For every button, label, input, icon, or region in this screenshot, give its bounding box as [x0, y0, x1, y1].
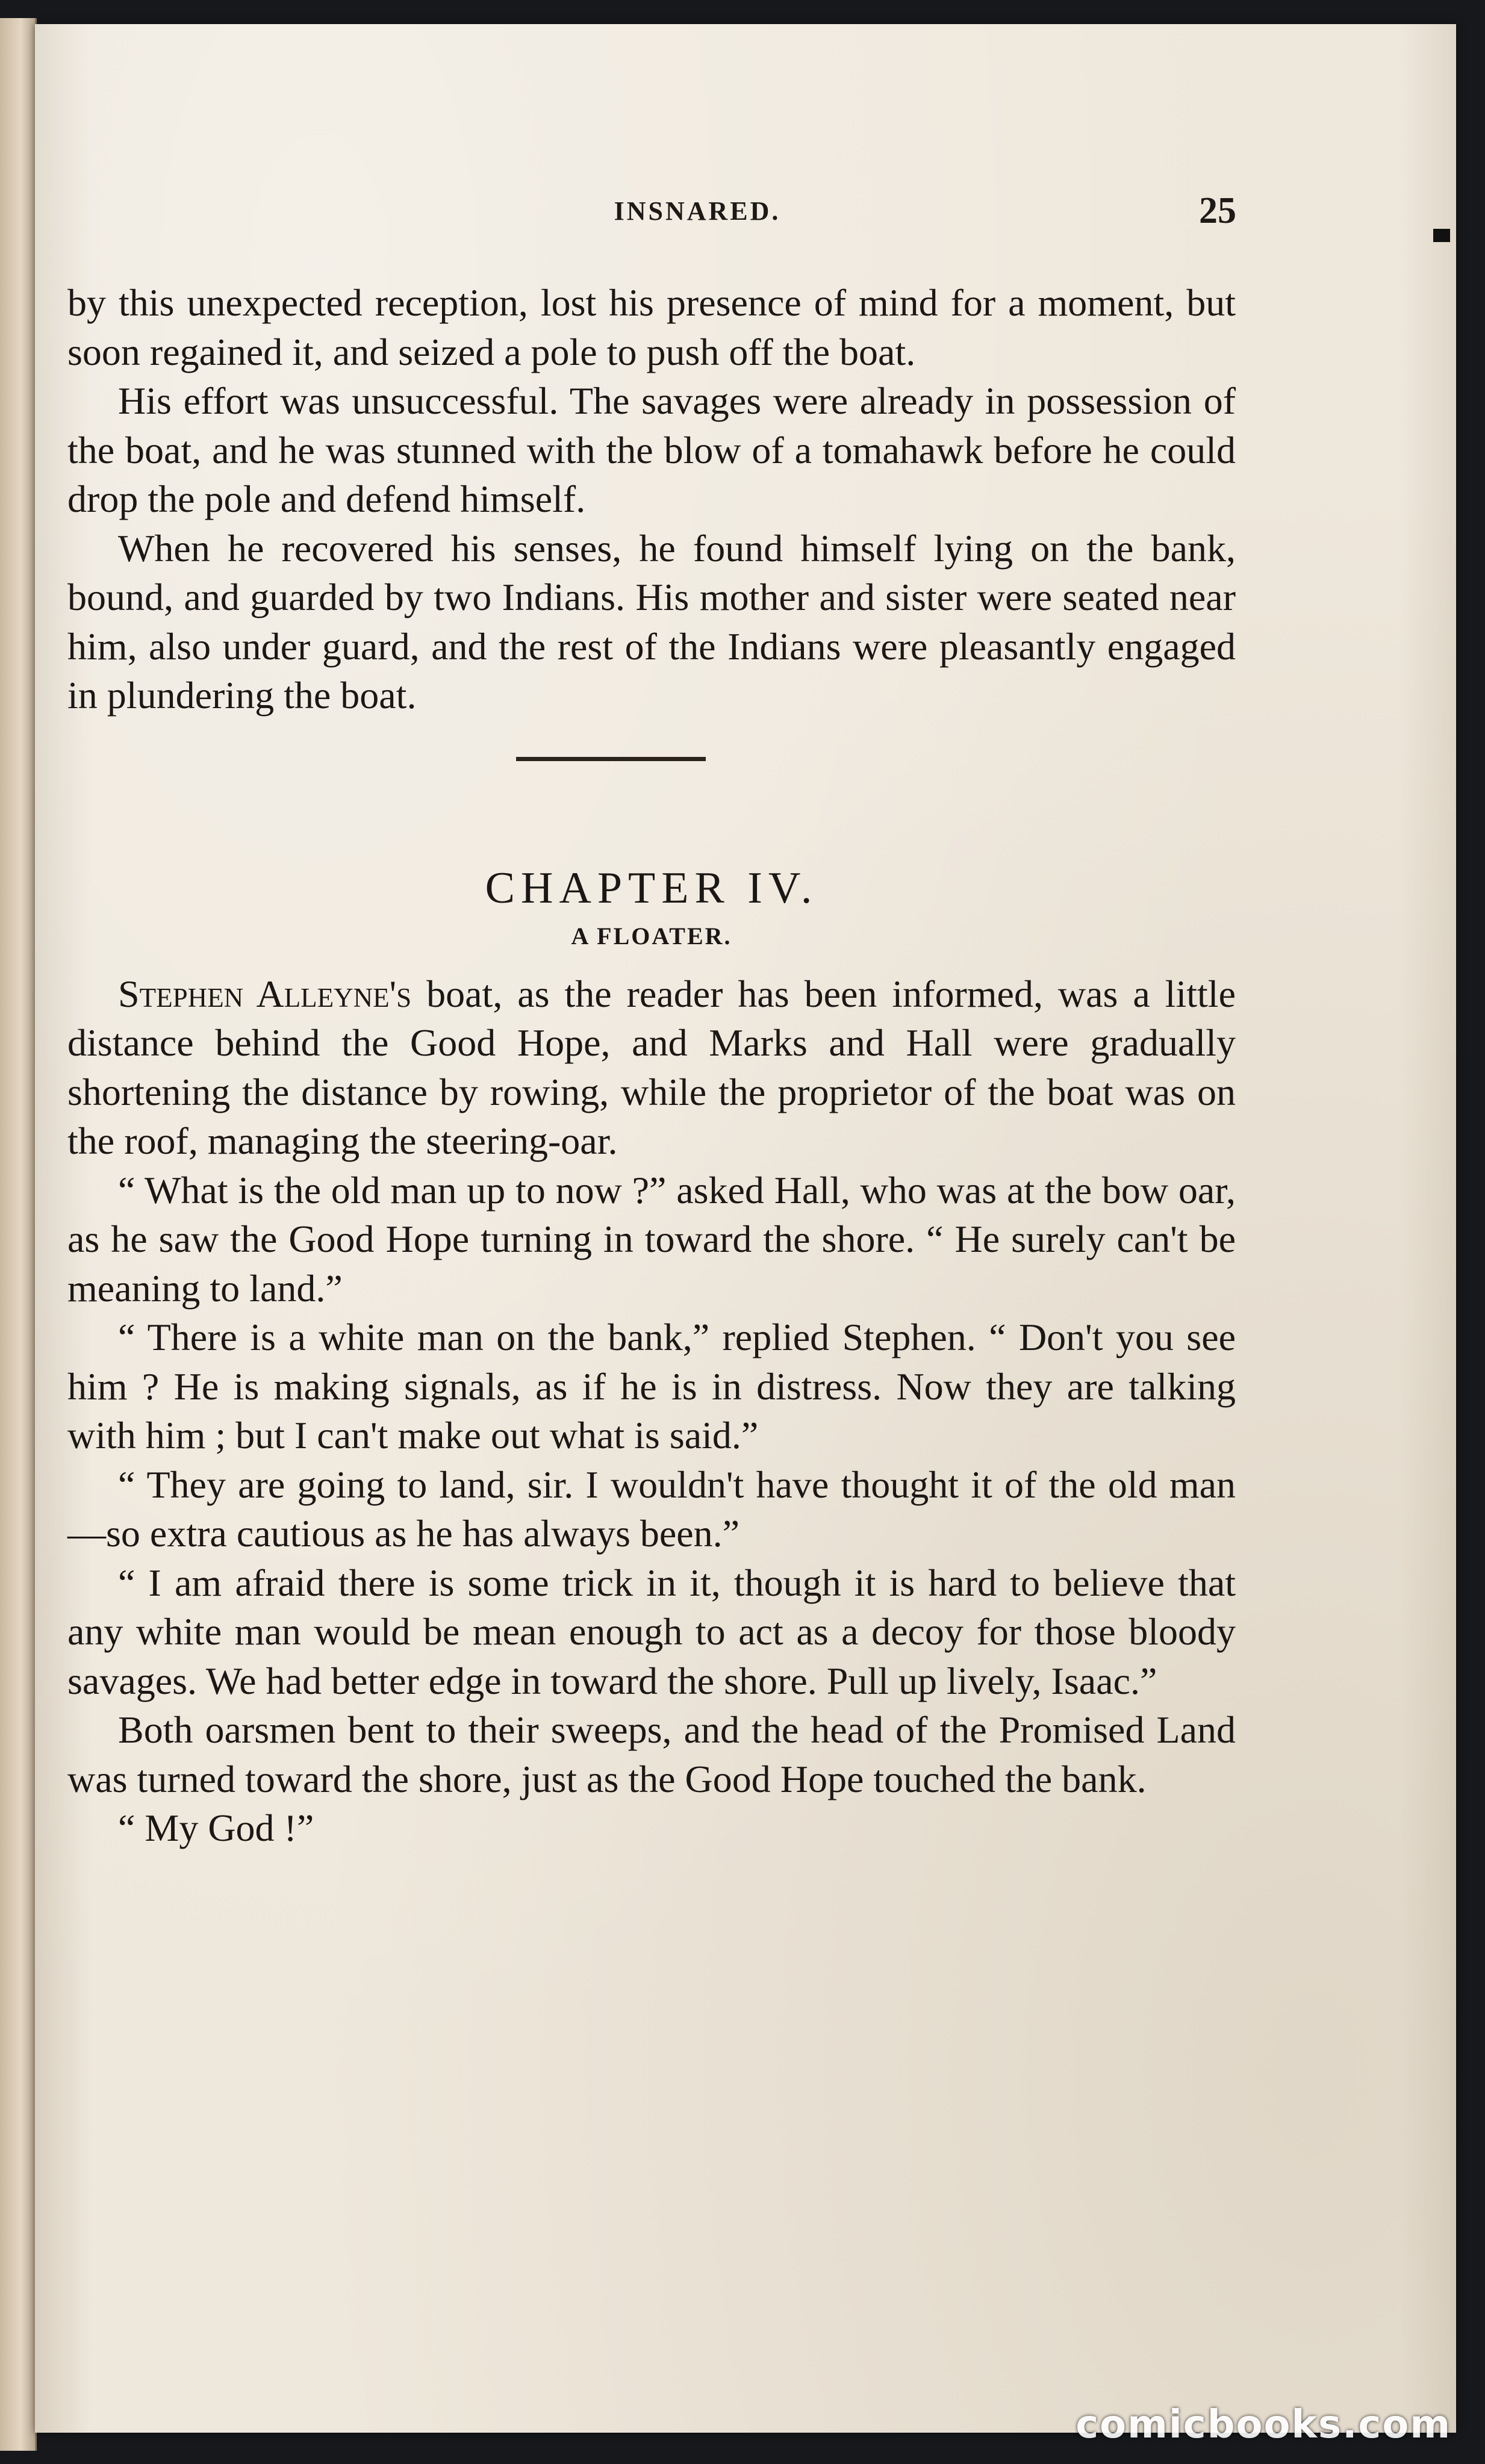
divider-rule [516, 757, 706, 761]
chapter-subtitle: A FLOATER. [571, 922, 732, 950]
paragraph: “ There is a white man on the bank,” replied Stephen. “ Don't you see him ? He is making signals, as if he is in distress. Now they are talking with him ; but I can't make out what is said.” [67, 1316, 1236, 1457]
paragraph: “ I am afraid there is some trick in it, though it is hard to believe that any white man would be mean enough to act as a decoy for those bloody savages. We had better edge in toward the shore. Pull up lively, Isaac.” [67, 1561, 1236, 1702]
paragraph: by this unexpected reception, lost his presence of mind for a moment, but soon regained it, and seized a pole to push off the boat. [67, 281, 1236, 373]
paragraph: His effort was unsuccessful. The savages were already in possession of the boat, and he was stunned with the blow of a tomahawk before he could drop the pole and defend himself. [67, 379, 1236, 520]
chapter-title: CHAPTER IV. [485, 863, 818, 913]
paragraph: When he recovered his senses, he found himself lying on the bank, bound, and guarded by two Indians. His mother and sister were seated near him, also under guard, and the rest of the Indians were pleasantly engaged in plundering the boat. [67, 526, 1236, 717]
paragraph: “ My God !” [118, 1806, 314, 1849]
binding-mark [1433, 229, 1450, 242]
running-title: INSNARED. [614, 196, 781, 226]
page-number: 25 [1199, 190, 1236, 231]
facing-page-edge [0, 18, 37, 2451]
paragraph: “ They are going to land, sir. I wouldn't have thought it of the old man—so extra cautious as he has always been.” [67, 1463, 1236, 1555]
paragraph: Both oarsmen bent to their sweeps, and the head of the Promised Land was turned toward the shore, just as the Good Hope touched the bank. [67, 1708, 1236, 1800]
body-text [67, 278, 1236, 1853]
small-caps-lead: Stephen Alleyne's [118, 972, 412, 1015]
paragraph: “ What is the old man up to now ?” asked Hall, who was at the bow oar, as he saw the Good Hope turning in toward the shore. “ He surely can't be meaning to land.” [67, 1168, 1236, 1310]
opening-text: boat, as the reader has been informed, was a little distance behind the Good Hope, and Marks and Hall were gradually shortening the distance by rowing, while the proprietor of the boat was on the roof, managing the steering-oar. [67, 972, 1236, 1162]
site-watermark: comicbooks.com [1076, 2403, 1451, 2447]
section-divider [67, 720, 1236, 851]
chapter-opening-paragraph [67, 969, 1236, 1166]
